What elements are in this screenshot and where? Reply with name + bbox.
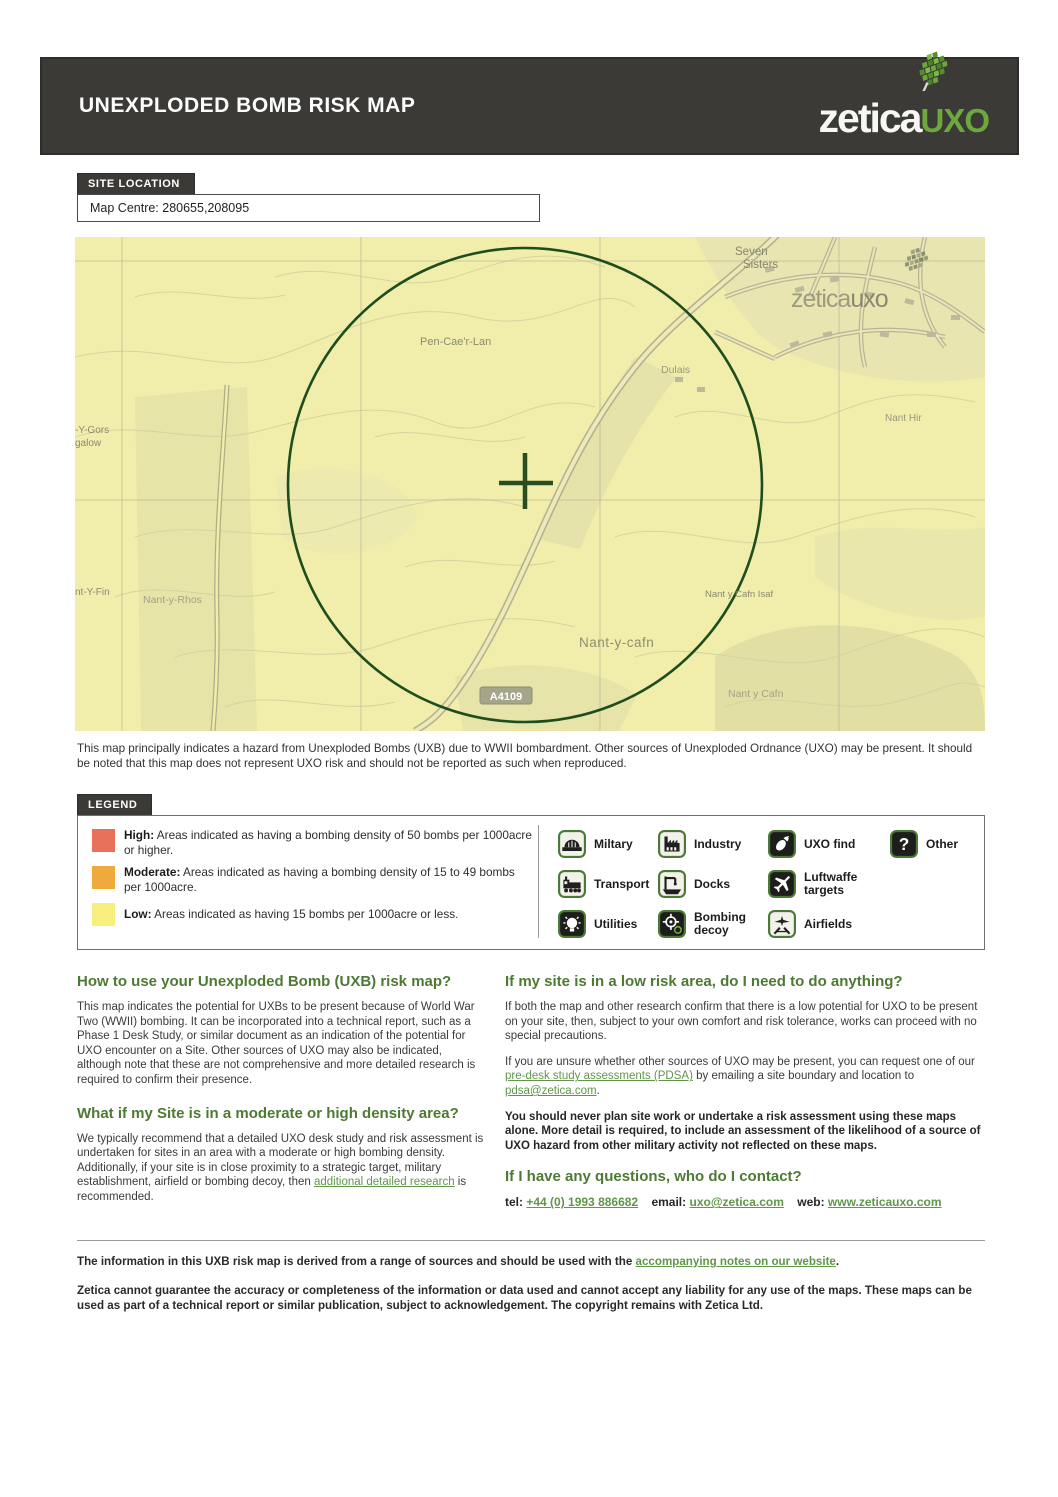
- moderate-high-paragraph: We typically recommend that a detailed UXO desk study and risk assessment is undertaken for sites in an area with a moderate or high bombing density. Additionally, if your site is in close proximity to a strategic target, military establishment, airfield or bombing decoy, then additional detailed research is recommended.: [77, 1132, 484, 1203]
- map-label-nant-y-cafn-isaf: Nant y Cafn Isaf: [705, 589, 774, 600]
- logo-uxo-text: UXO: [920, 102, 989, 139]
- other-icon: [890, 830, 918, 858]
- map-label-y-gors: -Y-Gors: [75, 425, 110, 436]
- legend-item-military: Miltary: [558, 830, 658, 858]
- heading-moderate-high: What if my Site is in a moderate or high density area?: [77, 1104, 459, 1122]
- additional-research-link[interactable]: additional detailed research: [313, 1176, 455, 1189]
- svg-text:zeticauxo: zeticauxo: [791, 285, 888, 313]
- map-caption: This map principally indicates a hazard from Unexploded Bombs (UXB) due to WWII bombardment. Other sources of Unexploded Ordnance (UXO) may be present. It should be noted that this map does not represent UXO risk and should not be reported as such when reproduced.: [77, 742, 973, 771]
- footer-disclaimer-paragraph: Zetica cannot guarantee the accuracy or completeness of the information or data used and cannot accept any liability for any use of the maps. These maps can be used as part of a technical report or similar publication, subject to acknowledgement. The copyright remains with Zetica Ltd.: [77, 1284, 972, 1312]
- legend-item-bombing-decoy: Bombing decoy: [658, 910, 768, 938]
- map-canvas: [75, 237, 985, 731]
- map-label-nant-y-fin: nt-Y-Fin: [75, 587, 110, 598]
- how-to-use-paragraph: This map indicates the potential for UXBs to be present because of World War Two (WWII) bombing. It can be incorporated into a technical report, such as a Phase 1 Desk Study, or similar document as an indication of the potential for UXO encounter on a Site. Other sources of UXO may also be indicated, although note that these are not comprehensive and more detailed research is required to confirm their presence.: [77, 1001, 476, 1086]
- contact-tel-link[interactable]: +44 (0) 1993 886682: [526, 1195, 639, 1210]
- heading-low-risk: If my site is in a low risk area, do I need to do anything?: [505, 973, 903, 990]
- footer-sources-paragraph: The information in this UXB risk map is derived from a range of sources and should be used with the accompanying notes on our website.: [77, 1255, 840, 1268]
- airfields-icon: [768, 910, 796, 938]
- legend-tab: LEGEND: [77, 794, 152, 816]
- legend-item-airfields: Airfields: [768, 910, 890, 938]
- left-column: [77, 972, 487, 1205]
- legend-item-docks: Docks: [658, 870, 768, 898]
- site-location-tab: SITE LOCATION: [77, 173, 195, 195]
- legend-box: [77, 815, 985, 950]
- risk-swatch-moderate: [92, 866, 115, 889]
- heading-contact: If I have any questions, who do I contact?: [505, 1168, 802, 1186]
- legend-item-industry: Industry: [658, 830, 768, 858]
- map-label-nant-y-cafn-small: Nant y Cafn: [728, 688, 784, 700]
- map-label-pen-caer-lan: Pen-Cae'r-Lan: [420, 336, 492, 348]
- svg-text:?: ?: [898, 833, 910, 854]
- footer: [77, 1254, 973, 1327]
- map-label-seven: Seven: [735, 246, 768, 258]
- luftwaffe-targets-icon: [768, 870, 796, 898]
- site-location-value: Map Centre: 280655,208095: [77, 194, 540, 222]
- map-label-nant-y-cafn: Nant-y-cafn: [579, 635, 655, 650]
- uxo-find-icon: [768, 830, 796, 858]
- legend-item-transport: Transport: [558, 870, 658, 898]
- risk-swatch-high: [92, 829, 115, 852]
- pdsa-email-link[interactable]: pdsa@zetica.com: [505, 1084, 597, 1097]
- map-label-sisters: Sisters: [743, 259, 779, 271]
- logo-zetica-text: zetica: [818, 95, 921, 141]
- map-label-dulais: Dulais: [661, 364, 691, 376]
- map-label-nant-y-rhos: Nant-y-Rhos: [143, 594, 202, 606]
- transport-icon: [558, 870, 586, 898]
- zetica-logo: [818, 95, 989, 141]
- page-header: [40, 57, 1019, 155]
- zetica-leaf-icon: [910, 45, 962, 91]
- risk-text-high: High: Areas indicated as having a bombing density of 50 bombs per 1000acre or higher.: [124, 828, 532, 857]
- contact-web-link[interactable]: www.zeticauxo.com: [827, 1195, 942, 1210]
- never-plan-paragraph: You should never plan site work or undertake a risk assessment using these maps alone. More detail is required, to include an assessment of the likelihood of a source of UXO hazard from other military activity not reflected on these maps.: [505, 1110, 981, 1152]
- low-risk-paragraph: If both the map and other research confirm that there is a low potential for UXO to be present on your site, then, subject to your own comfort and risk tolerance, works can proceed with no special precautions.: [505, 1001, 978, 1043]
- legend-item-utilities: Utilities: [558, 910, 658, 938]
- legend-icons: [558, 824, 978, 944]
- svg-text:A4109: A4109: [489, 691, 523, 703]
- risk-text-low: Low: Areas indicated as having 15 bombs per 1000acre or less.: [124, 907, 459, 921]
- heading-how-to-use: How to use your Unexploded Bomb (UXB) risk map?: [77, 973, 452, 990]
- footer-divider: [77, 1240, 985, 1241]
- pdsa-paragraph: If you are unsure whether other sources of UXO may be present, you can request one of our pre-desk study assessments (PDSA) by emailing a site boundary and location to pdsa@zetica.com.: [505, 1055, 975, 1097]
- risk-text-moderate: Moderate: Areas indicated as having a bombing density of 15 to 49 bombs per 1000acre.: [124, 865, 515, 894]
- page-title: UNEXPLODED BOMB RISK MAP: [79, 94, 416, 117]
- contact-email-link[interactable]: uxo@zetica.com: [689, 1195, 784, 1210]
- accompanying-notes-link[interactable]: accompanying notes on our website: [635, 1255, 836, 1268]
- industry-icon: [658, 830, 686, 858]
- military-icon: [558, 830, 586, 858]
- map-label-galow: galow: [75, 438, 102, 449]
- utilities-icon: [558, 910, 586, 938]
- legend-item-uxo-find: UXO find: [768, 830, 890, 858]
- docks-icon: [658, 870, 686, 898]
- risk-swatch-low: [92, 903, 115, 926]
- map-label-nant-hir: Nant Hir: [885, 413, 922, 424]
- legend-item-luftwaffe-targets: Luftwaffe targets: [768, 870, 890, 898]
- legend-item-other: ? Other: [890, 830, 974, 858]
- contact-line: tel: +44 (0) 1993 886682 email: uxo@zetica.com web: www.zeticauxo.com: [505, 1195, 942, 1210]
- risk-map: [75, 237, 985, 731]
- pdsa-link[interactable]: pre-desk study assessments (PDSA): [505, 1070, 693, 1083]
- road-badge: [480, 687, 532, 704]
- bombing-decoy-icon: [658, 910, 686, 938]
- right-column: [505, 972, 985, 1209]
- legend-divider: [538, 825, 539, 938]
